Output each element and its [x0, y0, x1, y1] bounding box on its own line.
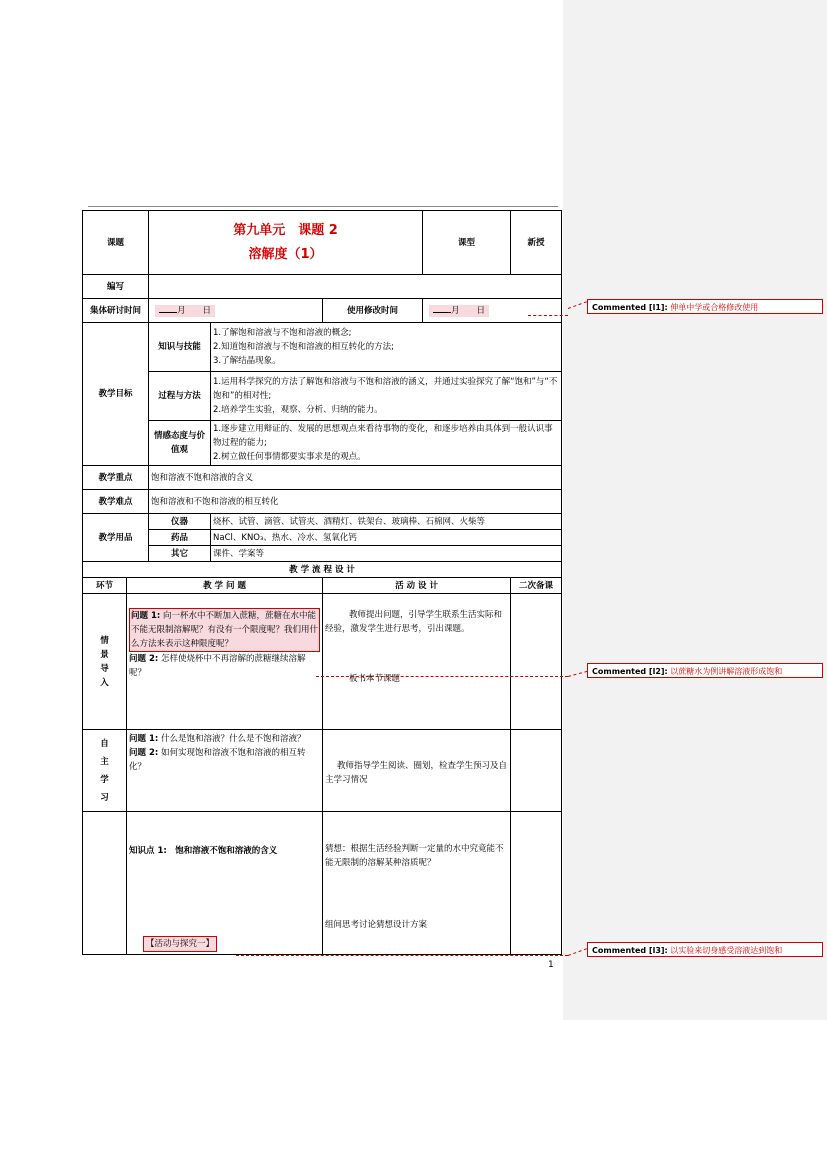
comment-text: 以实验来切身感受溶液达到饱和: [670, 946, 783, 955]
page-number: 1: [548, 960, 554, 970]
comment-1-connector: [528, 315, 568, 316]
self-char: 学: [100, 774, 109, 785]
question-title: 问题 1:: [129, 734, 159, 744]
intro-activity-1: 教师提出问题，引导学生联系生活实际和经验，激发学生进行思考，引出课题。: [325, 610, 503, 634]
col-question: 教 学 问 题: [127, 578, 323, 594]
intro-question-1: [129, 608, 320, 652]
other-value: 课件、学案等: [211, 546, 562, 562]
comment-margin-pane: [563, 0, 827, 1020]
self-char: 习: [100, 792, 109, 803]
self-questions: [127, 730, 323, 812]
keti-label: 课题: [83, 211, 149, 275]
difficulty-label: 教学难点: [83, 490, 149, 514]
comment-2-connector: [316, 676, 568, 677]
question-title: 问题 2:: [129, 654, 159, 664]
intro-note[interactable]: [511, 594, 562, 730]
question-text: 怎样使烧杯中不再溶解的蔗糖继续溶解呢？: [129, 654, 306, 678]
col-note: 二次备课: [511, 578, 562, 594]
lesson-title-line2: 溶解度（1）: [248, 246, 323, 262]
comment-text: 以蔗糖水为例讲解溶液形成饱和: [670, 667, 783, 676]
lesson-plan-table: [82, 210, 562, 955]
goal-line: 1.逐步建立用辩证的、发展的思想观点来看待事物的变化，和逐步培养由具体到一般认识事物过程的能力;: [213, 424, 553, 448]
bianxie-value[interactable]: [149, 275, 562, 299]
kexing-value: 新授: [511, 211, 562, 275]
self-question-1: [129, 732, 320, 746]
goal-process-label: 过程与方法: [149, 372, 211, 421]
knowledge-activity-2: 组间思考讨论猜想设计方案: [325, 920, 428, 930]
intro-char: 导: [100, 663, 109, 674]
lesson-title: [149, 211, 423, 275]
knowledge-question: [127, 812, 323, 955]
intro-char: 景: [100, 649, 109, 660]
intro-question-2: [129, 652, 320, 680]
col-env: 环节: [83, 578, 127, 594]
goal-line: 1.运用科学探究的方法了解饱和溶液与不饱和溶液的涵义，并通过实验探究了解“饱和”与“不饱和”的相对性;: [213, 377, 558, 401]
research-date: 月 日: [177, 306, 212, 316]
comment-text: 伸单中学或合格修改使用: [670, 303, 759, 312]
goal-line: 2.知道饱和溶液与不饱和溶液的相互转化的方法;: [213, 342, 394, 352]
use-time-label: 使用修改时间: [323, 299, 423, 323]
goal-attitude-label: 情感态度与价值观: [149, 421, 211, 466]
comment-3-connector: [236, 955, 568, 956]
kexing-label: 课型: [423, 211, 511, 275]
reagents-label: 药品: [149, 530, 211, 546]
comment-2[interactable]: [587, 663, 823, 678]
goals-label: 教学目标: [83, 323, 149, 466]
research-time-label: 集体研讨时间: [83, 299, 149, 323]
header-rule: [88, 206, 558, 207]
difficulty-value: 饱和溶液和不饱和溶液的相互转化: [149, 490, 562, 514]
use-time-value[interactable]: [423, 299, 562, 323]
goal-knowledge-label: 知识与技能: [149, 323, 211, 372]
equipment-value: 烧杯、试管、滴管、试管夹、酒精灯、铁架台、玻璃棒、石棉网、火柴等: [211, 514, 562, 530]
lesson-title-line1: 第九单元 课题 2: [233, 222, 338, 238]
other-label: 其它: [149, 546, 211, 562]
knowledge-env: [83, 812, 127, 955]
question-title: 问题 1:: [131, 611, 161, 621]
key-point-value: 饱和溶液不饱和溶液的含义: [149, 466, 562, 490]
intro-char: 情: [100, 635, 109, 646]
self-activity: [323, 730, 511, 812]
question-text: 如何实现饱和溶液不饱和溶液的相互转化？: [129, 748, 306, 772]
self-note[interactable]: [511, 730, 562, 812]
use-date: 月 日: [451, 306, 486, 316]
intro-activity-2: 板书本节课题: [349, 674, 401, 684]
materials-label: 教学用品: [83, 514, 149, 562]
self-study-label: [83, 730, 127, 812]
key-point-label: 教学重点: [83, 466, 149, 490]
knowledge-activity: [323, 812, 511, 955]
question-text: 向一杯水中不断加入蔗糖，蔗糖在水中能不能无限制溶解呢？有没有一个限度呢？我们用什么方法来表示这种限度呢？: [131, 611, 319, 649]
equipment-label: 仪器: [149, 514, 211, 530]
comment-tag: Commented [l3]:: [592, 946, 668, 955]
col-activity: 活 动 设 计: [323, 578, 511, 594]
question-text: 什么是饱和溶液？什么是不饱和溶液？: [160, 734, 306, 744]
goal-line: 2.树立做任何事情都要实事求是的观点。: [213, 452, 366, 462]
intro-questions: [127, 594, 323, 730]
goal-line: 3.了解结晶现象。: [213, 356, 281, 366]
intro-activity: [323, 594, 511, 730]
comment-3[interactable]: [587, 942, 823, 957]
activity-explore-label: 【活动与探究一】: [143, 936, 217, 952]
goal-line: 1.了解饱和溶液与不饱和溶液的概念;: [213, 328, 352, 338]
goal-line: 2.培养学生实验，观察、分析、归纳的能力。: [213, 405, 383, 415]
knowledge-point-title: 知识点 1: 饱和溶液不饱和溶液的含义: [129, 846, 278, 856]
reagents-value: NaCl、KNO₃、热水、冷水、氢氧化钙: [211, 530, 562, 546]
intro-char: 入: [100, 677, 109, 688]
goal-knowledge-text: [211, 323, 562, 372]
self-question-2: [129, 746, 320, 774]
comment-1[interactable]: [587, 299, 823, 314]
knowledge-activity-1: 猜想：根据生活经验判断一定量的水中究竟能不能无限制的溶解某种溶质呢？: [325, 844, 504, 868]
research-time-value[interactable]: [149, 299, 323, 323]
self-char: 主: [100, 756, 109, 767]
self-char: 自: [100, 738, 109, 749]
knowledge-note[interactable]: [511, 812, 562, 955]
flow-title: 教 学 流 程 设 计: [83, 562, 562, 578]
self-activity-text: 教师指导学生阅读、圈划，检查学生预习及自主学习情况: [325, 760, 508, 785]
comment-tag: Commented [l2]:: [592, 667, 668, 676]
question-title: 问题 2:: [129, 748, 159, 758]
bianxie-label: 编写: [83, 275, 149, 299]
goal-attitude-text: [211, 421, 562, 466]
intro-label: [83, 594, 127, 730]
goal-process-text: [211, 372, 562, 421]
comment-tag: Commented [l1]:: [592, 303, 668, 312]
